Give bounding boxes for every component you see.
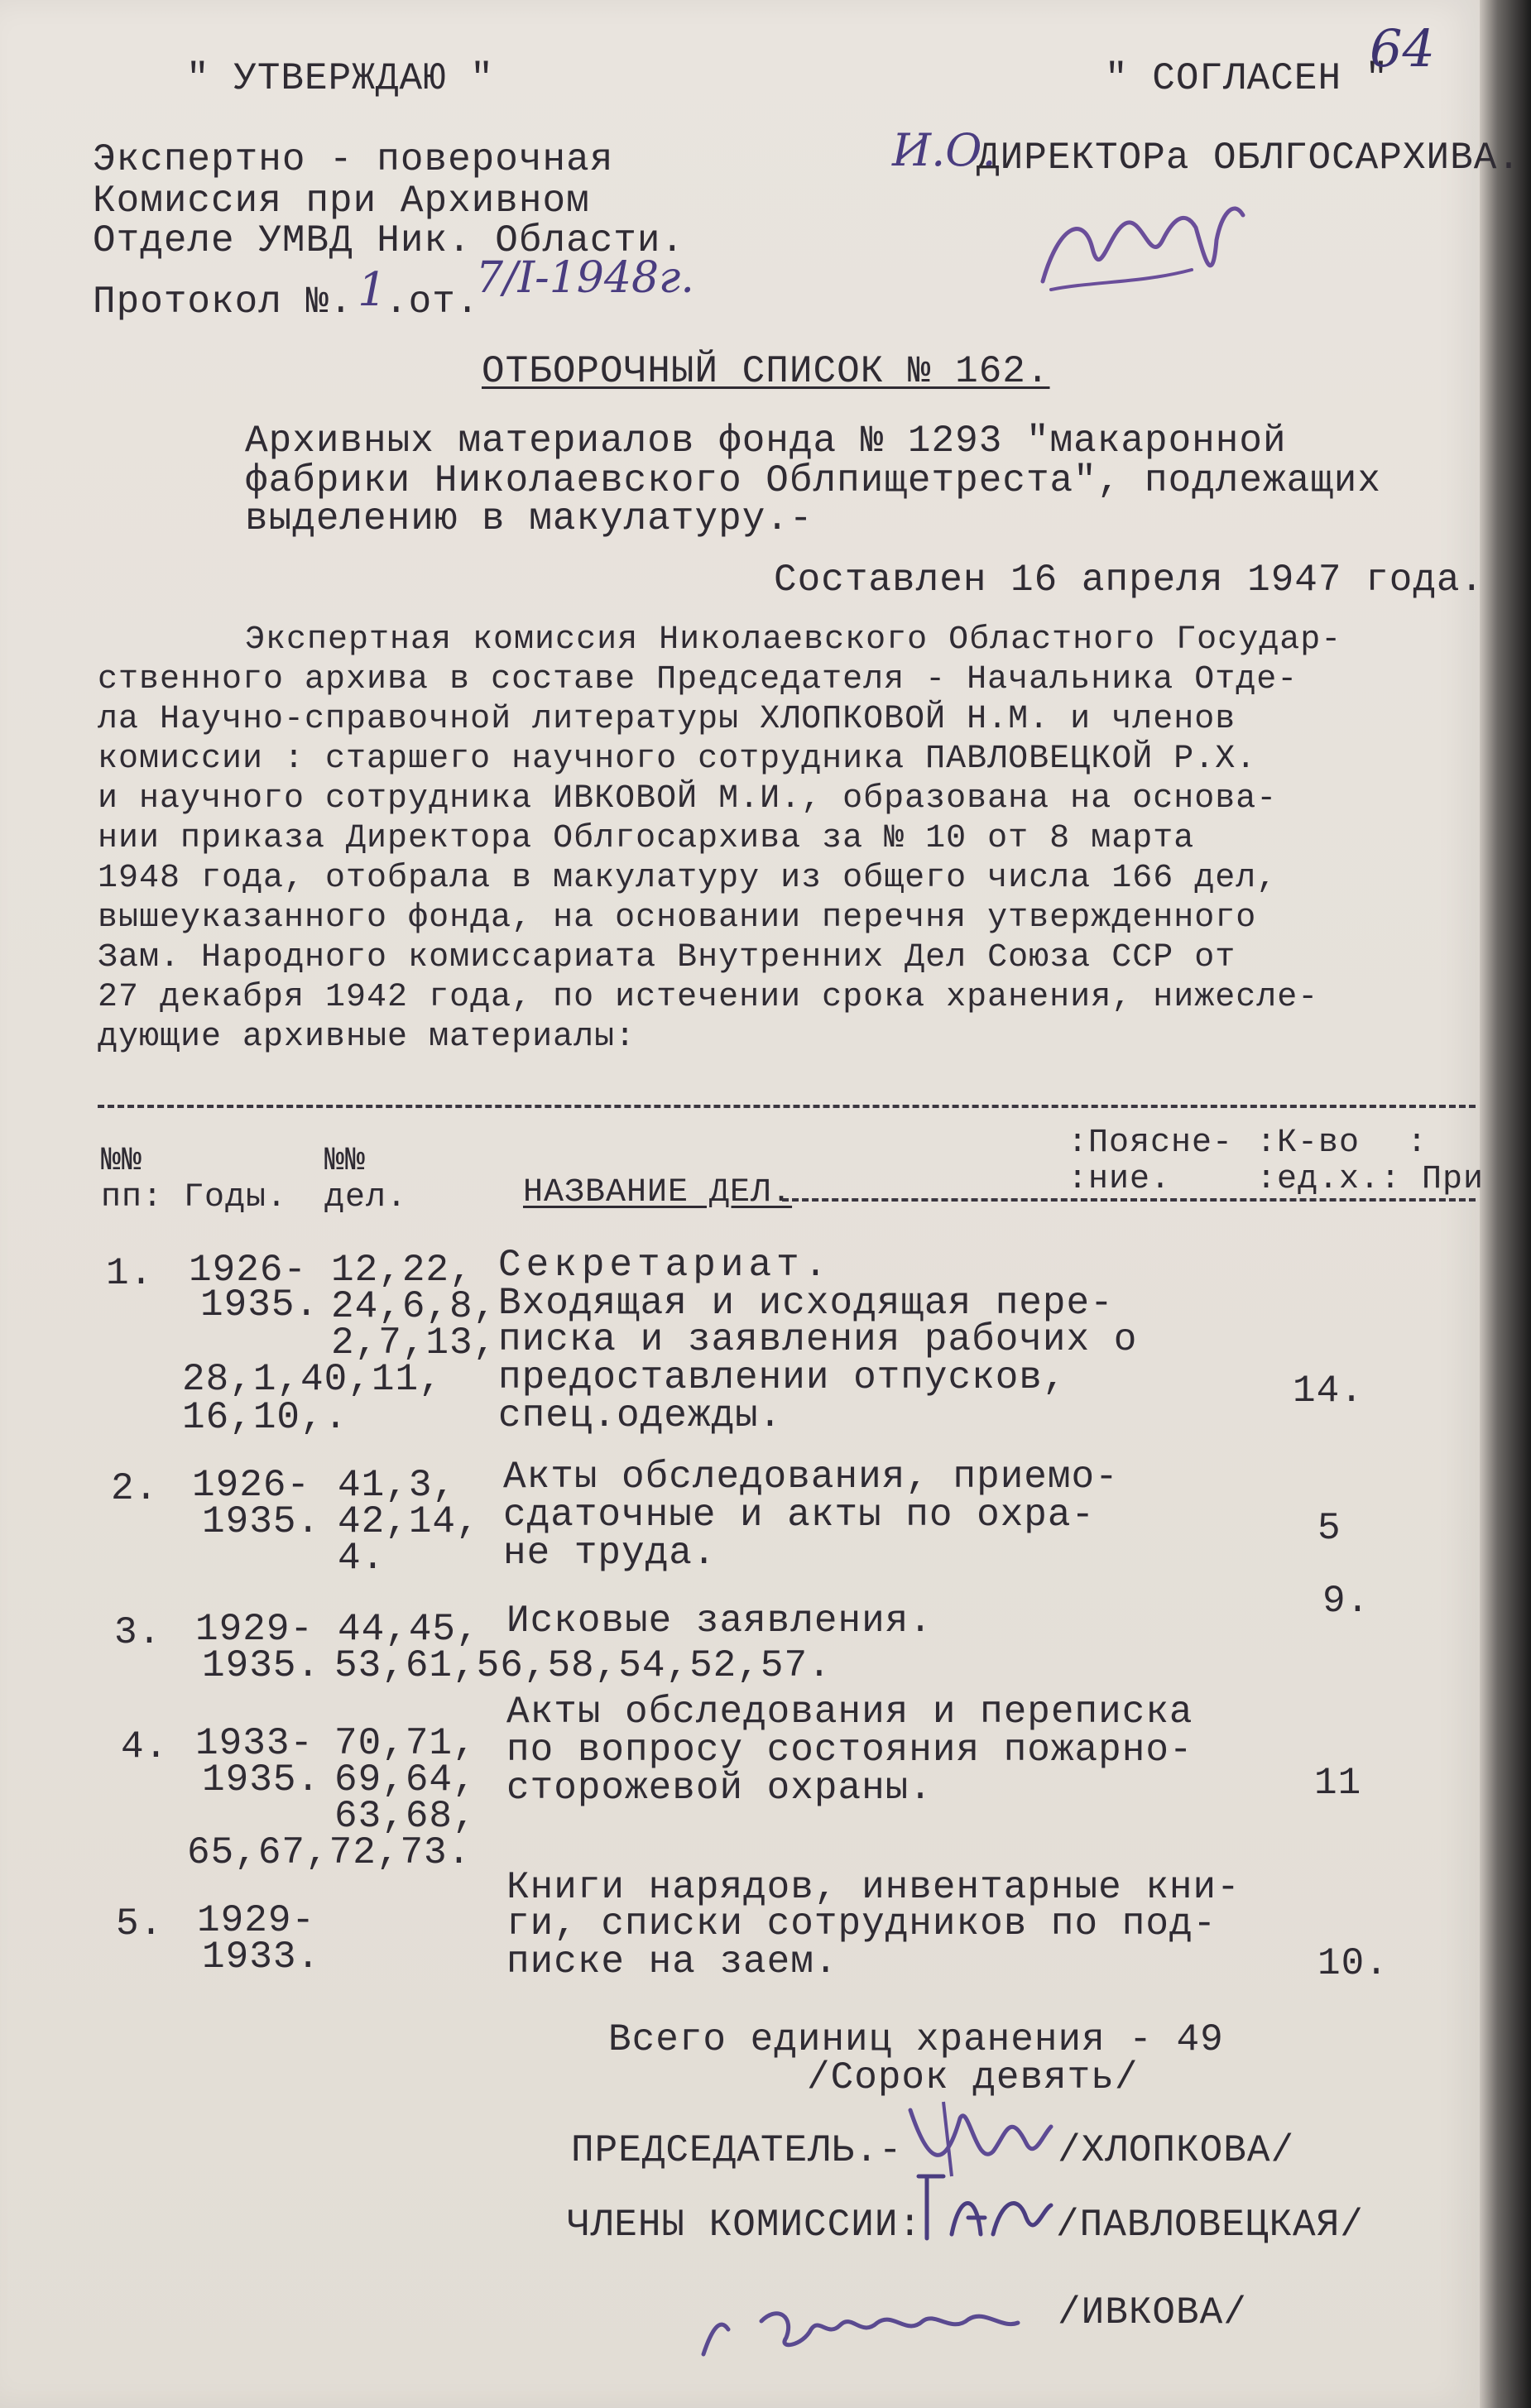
- member-name-1: /ПАВЛОВЕЦКАЯ/: [1056, 2204, 1364, 2247]
- row-count: 14.: [1293, 1369, 1364, 1413]
- row-files: 24,6,8,: [331, 1285, 497, 1328]
- header-remark-2: При: [1422, 1161, 1485, 1198]
- row-name: по вопросу состояния пожарно-: [506, 1729, 1193, 1772]
- row-years: 1929-: [195, 1608, 314, 1651]
- row-count: 10.: [1317, 1942, 1389, 1985]
- header-name: НАЗВАНИЕ ДЕЛ.: [523, 1174, 793, 1211]
- protocol-label: Протокол №.: [93, 281, 353, 324]
- row-name: предоставлении отпусков,: [498, 1356, 1067, 1399]
- body-line: Зам. Народного комиссариата Внутренних Дел Союза ССР от: [98, 939, 1236, 976]
- body-line: ла Научно-справочной литературы ХЛОПКОВОЙ Н.М. и членов: [98, 701, 1236, 738]
- row-num: 2.: [111, 1467, 159, 1510]
- commission-line-1: Экспертно - поверочная: [93, 138, 614, 181]
- total-words: /Сорок девять/: [807, 2056, 1139, 2099]
- header-files-1: №№: [324, 1143, 367, 1180]
- body-line: 1948 года, отобрала в макулатуру из общего числа 166 дел,: [98, 860, 1278, 897]
- row-files: 4.: [338, 1537, 386, 1580]
- director-signature: [1026, 190, 1274, 306]
- row-years: 1935.: [200, 1283, 319, 1326]
- header-years: Годы.: [184, 1179, 288, 1216]
- protocol-from: .от.: [385, 281, 480, 324]
- agreed-stamp: " СОГЛАСЕН ": [1105, 57, 1389, 100]
- header-num-1: №№: [101, 1143, 143, 1180]
- protocol-number: 1: [358, 263, 387, 317]
- header-notes-1: :Поясне-: [1068, 1125, 1234, 1162]
- row-files: 44,45,: [338, 1608, 480, 1651]
- header-num-2: пп:: [101, 1179, 164, 1216]
- compiled-date: Составлен 16 апреля 1947 года.: [774, 559, 1485, 602]
- header-remark-1: :: [1407, 1125, 1428, 1162]
- body-line: Экспертная комиссия Николаевского Областного Государ-: [245, 621, 1342, 659]
- subtitle-line-2: фабрики Николаевского Облпищетреста", подлежащих: [245, 459, 1382, 502]
- header-files-2: дел.: [324, 1179, 408, 1216]
- members-role: ЧЛЕНЫ КОМИССИИ:: [567, 2204, 923, 2247]
- header-notes-2: :ние.: [1068, 1161, 1172, 1198]
- row-count: 11: [1314, 1762, 1362, 1805]
- member-name-2: /ИВКОВА/: [1058, 2291, 1247, 2334]
- header-count-2: :ед.х.:: [1256, 1161, 1402, 1198]
- subtitle-line-3: выделению в макулатуру.-: [245, 497, 813, 540]
- row-num: 3.: [114, 1611, 162, 1654]
- row-years: 1935.: [202, 1500, 321, 1543]
- row-years: 1935.: [202, 1758, 321, 1801]
- row-files: 28,1,40,11,: [182, 1358, 443, 1401]
- header-count-1: :К-во: [1256, 1125, 1361, 1162]
- row-name: спец.одежды.: [498, 1394, 783, 1437]
- row-files: 41,3,: [338, 1464, 457, 1507]
- row-years: 1926-: [189, 1249, 308, 1292]
- folio-number: 64: [1370, 18, 1435, 79]
- commission-line-2: Комиссия при Архивном: [93, 180, 590, 223]
- page-edge: [1480, 0, 1531, 2408]
- body-line: ственного архива в составе Председателя - Начальника Отде-: [98, 661, 1298, 698]
- body-line: нии приказа Директора Облгосархива за № 10 от 8 марта: [98, 820, 1195, 857]
- header-divider: [782, 1198, 1476, 1202]
- row-name: Исковые заявления.: [506, 1600, 933, 1643]
- total-units: Всего единиц хранения - 49: [608, 2018, 1224, 2061]
- row-years: 1926-: [192, 1464, 311, 1507]
- row-name: Акты обследования, приемо-: [503, 1456, 1119, 1499]
- row-name: писка и заявления рабочих о: [498, 1318, 1138, 1361]
- row-name: Входящая и исходящая пере-: [498, 1282, 1114, 1325]
- row-files: 16,10,.: [182, 1396, 348, 1439]
- body-line: 27 декабря 1942 года, по истечении срока хранения, нижесле-: [98, 979, 1319, 1016]
- row-num: 5.: [116, 1902, 164, 1945]
- row-files: 2,7,13,: [331, 1322, 497, 1365]
- director-title: ДИРЕКТОРа ОБЛГОСАРХИВА.: [977, 137, 1521, 180]
- row-files: 42,14,: [338, 1500, 480, 1543]
- row-files: 69,64,: [334, 1758, 477, 1801]
- row-files: 63,68,: [334, 1795, 477, 1838]
- row-years: 1929-: [197, 1899, 316, 1942]
- subtitle-line-1: Архивных материалов фонда № 1293 "макаронной: [245, 420, 1287, 463]
- row-files: 53,61,56,58,54,52,57.: [334, 1644, 832, 1687]
- row-years: 1935.: [202, 1644, 321, 1687]
- row-name: писке на заем.: [506, 1940, 838, 1983]
- row-count: 9.: [1322, 1580, 1370, 1623]
- row-files: 65,67,72,73.: [187, 1831, 472, 1874]
- row-name: не труда.: [503, 1532, 717, 1575]
- row-name: сторожевой охраны.: [506, 1767, 933, 1810]
- body-line: вышеуказанного фонда, на основании перечня утвержденного: [98, 899, 1257, 937]
- member-signature-2: [687, 2271, 1034, 2371]
- member-signature-1: [910, 2160, 1059, 2251]
- protocol-date: 7/I-1948г.: [476, 253, 694, 303]
- row-name: ги, списки сотрудников по под-: [506, 1902, 1217, 1945]
- row-files: 70,71,: [334, 1722, 477, 1765]
- row-name: сдаточные и акты по охра-: [503, 1494, 1096, 1537]
- table-divider: [98, 1105, 1476, 1108]
- document-title: ОТБОРОЧНЫЙ СПИСОК № 162.: [482, 350, 1050, 393]
- row-name: Книги нарядов, инвентарные кни-: [506, 1866, 1241, 1909]
- commission-line-3: Отделе УМВД Ник. Области.: [93, 219, 685, 262]
- body-line: комиссии : старшего научного сотрудника ПАВЛОВЕЦКОЙ Р.Х.: [98, 741, 1257, 778]
- row-count: 5: [1317, 1507, 1341, 1550]
- approved-stamp: " УТВЕРЖДАЮ ": [186, 57, 494, 100]
- body-line: дующие архивные материалы:: [98, 1019, 636, 1056]
- row-num: 4.: [121, 1725, 169, 1768]
- chair-name: /ХЛОПКОВА/: [1058, 2129, 1295, 2172]
- row-num: 1.: [106, 1252, 154, 1295]
- row-files: 12,22,: [331, 1249, 473, 1292]
- body-line: и научного сотрудника ИВКОВОЙ М.И., образована на основа-: [98, 780, 1278, 818]
- row-name: Секретариат.: [498, 1244, 833, 1287]
- row-name: Акты обследования и переписка: [506, 1691, 1193, 1734]
- row-years: 1933.: [202, 1936, 321, 1979]
- row-years: 1933-: [195, 1722, 314, 1765]
- chair-role: ПРЕДСЕДАТЕЛЬ.-: [571, 2129, 903, 2172]
- director-prefix: И.О.: [892, 124, 996, 176]
